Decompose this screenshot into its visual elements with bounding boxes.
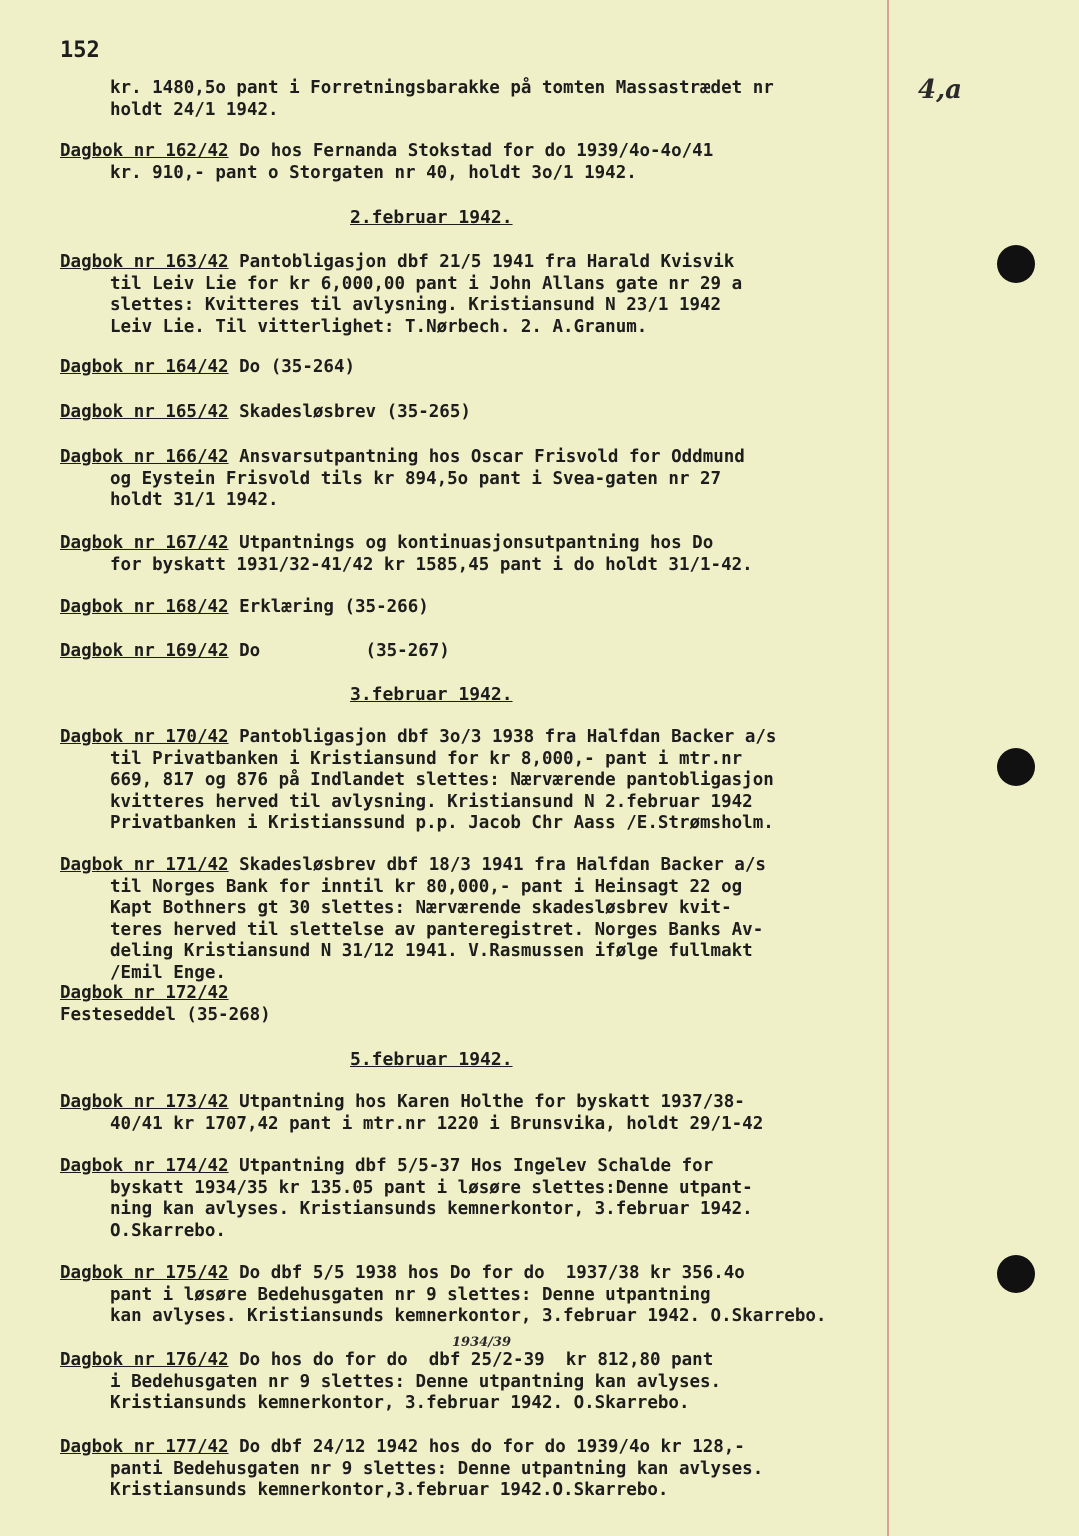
entry-line: kvitteres herved til avlysning. Kristiansund N 2.februar 1942 <box>110 791 753 812</box>
entry-line: Utpantning hos Karen Holthe for byskatt 1937/38- <box>239 1092 745 1112</box>
entry-line: ning kan avlyses. Kristiansunds kemnerkontor, 3.februar 1942. <box>110 1199 753 1219</box>
entry-line: Do (35-264) <box>239 357 356 377</box>
entry-line: O.Skarrebo. <box>110 1220 226 1241</box>
entry-ref: Dagbok nr 167/42 <box>60 533 229 553</box>
page-number: 152 <box>60 38 100 63</box>
entry-line: Festeseddel (35-268) <box>60 1004 271 1025</box>
entry-line: Utpantning dbf 5/5-37 Hos Ingelev Schalde for <box>239 1156 714 1176</box>
entry-line: 669, 817 og 876 på Indlandet slettes: Nærværende pantobligasjon <box>110 770 774 790</box>
entry-line: Skadesløsbrev (35-265) <box>239 402 471 422</box>
entry-line: Do hos Fernanda Stokstad for do 1939/4o-4o/41 <box>239 141 714 161</box>
entry-ref: Dagbok nr 163/42 <box>60 252 229 272</box>
entry-ref: Dagbok nr 177/42 <box>60 1437 229 1457</box>
entry-ref: Dagbok nr 172/42 <box>60 983 229 1003</box>
entry-line: panti Bedehusgaten nr 9 slettes: Denne utpantning kan avlyses. <box>110 1458 764 1479</box>
entry-line: deling Kristiansund N 31/12 1941. V.Rasmussen ifølge fullmakt <box>110 941 753 961</box>
entry-line: til Leiv Lie for kr 6,000,00 pant i John Allans gate nr 29 a <box>110 273 743 294</box>
handwritten-insertion: 1934/39 <box>452 1335 512 1350</box>
entry-line: Ansvarsutpantning hos Oscar Frisvold for Oddmund <box>239 447 745 467</box>
binder-hole <box>997 1255 1035 1293</box>
entry-line: og Eystein Frisvold tils kr 894,5o pant i Svea-gaten nr 27 <box>110 468 722 489</box>
entry-ref: Dagbok nr 176/42 <box>60 1350 229 1370</box>
entry-172 <box>60 983 900 1026</box>
entry-line: holdt 24/1 1942. <box>110 99 279 120</box>
entry-177 <box>60 1437 900 1502</box>
entry-ref: Dagbok nr 165/42 <box>60 402 229 422</box>
binder-hole <box>997 748 1035 786</box>
entry-line: Pantobligasjon dbf 3o/3 1938 fra Halfdan Backer a/s <box>239 727 777 747</box>
entry-line: slettes: Kvitteres til avlysning. Kristiansund N 23/1 1942 <box>110 295 722 315</box>
entry-line: i Bedehusgaten nr 9 slettes: Denne utpantning kan avlyses. <box>110 1371 722 1392</box>
entry-line: Do dbf 24/12 1942 hos do for do 1939/4o kr 128,- <box>239 1437 745 1457</box>
entry-175 <box>60 1263 900 1328</box>
entry-174 <box>60 1156 900 1242</box>
entry-166 <box>60 447 900 512</box>
entry-ref: Dagbok nr 170/42 <box>60 727 229 747</box>
date-heading: 2.februar 1942. <box>350 207 513 228</box>
entry-line: for byskatt 1931/32-41/42 kr 1585,45 pant i do holdt 31/1-42. <box>110 554 753 575</box>
entry-line: byskatt 1934/35 kr 135.05 pant i løsøre slettes:Denne utpant- <box>110 1177 753 1198</box>
entry-line: til Norges Bank for inntil kr 80,000,- pant i Heinsagt 22 og <box>110 876 743 897</box>
entry-164 <box>60 357 900 379</box>
entry-line: kan avlyses. Kristiansunds kemnerkontor, 3.februar 1942. O.Skarrebo. <box>110 1306 827 1326</box>
entry-176 <box>60 1350 900 1415</box>
entry-line: Privatbanken i Kristianssund p.p. Jacob Chr Aass /E.Strømsholm. <box>110 813 774 833</box>
entry-line: Kapt Bothners gt 30 slettes: Nærværende skadesløsbrev kvit- <box>110 898 732 918</box>
entry-169 <box>60 641 900 663</box>
entry-line: kr. 910,- pant o Storgaten nr 40, holdt 3o/1 1942. <box>110 162 637 183</box>
entry-line: pant i løsøre Bedehusgaten nr 9 slettes: Denne utpantning <box>110 1284 711 1305</box>
entry-line: Do hos do for do dbf 25/2-39 kr 812,80 pant <box>239 1350 714 1370</box>
entry-163 <box>60 252 900 338</box>
binder-hole <box>997 245 1035 283</box>
entry-continuation <box>60 78 900 121</box>
entry-ref: Dagbok nr 166/42 <box>60 447 229 467</box>
entry-167 <box>60 533 900 576</box>
entry-168 <box>60 597 900 619</box>
entry-line: Erklæring (35-266) <box>239 597 429 617</box>
entry-ref: Dagbok nr 171/42 <box>60 855 229 875</box>
entry-171 <box>60 855 900 984</box>
entry-line: Kristiansunds kemnerkontor, 3.februar 1942. O.Skarrebo. <box>110 1393 690 1413</box>
handwritten-margin-ref: 4,a <box>918 75 962 105</box>
entry-line: /Emil Enge. <box>110 962 226 983</box>
date-heading: 5.februar 1942. <box>350 1049 513 1070</box>
entry-170 <box>60 727 900 835</box>
entry-165 <box>60 402 900 424</box>
entry-line: Leiv Lie. Til vitterlighet: T.Nørbech. 2. A.Granum. <box>110 316 648 337</box>
entry-162 <box>60 141 900 184</box>
entry-ref: Dagbok nr 175/42 <box>60 1263 229 1283</box>
entry-line: Pantobligasjon dbf 21/5 1941 fra Harald Kvisvik <box>239 252 735 272</box>
entry-ref: Dagbok nr 173/42 <box>60 1092 229 1112</box>
entry-173 <box>60 1092 900 1135</box>
entry-line: teres herved til slettelse av panteregistret. Norges Banks Av- <box>110 919 764 940</box>
entry-line: Skadesløsbrev dbf 18/3 1941 fra Halfdan Backer a/s <box>239 855 766 875</box>
entry-line: kr. 1480,5o pant i Forretningsbarakke på tomten Massastrædet nr <box>110 78 774 98</box>
entry-ref: Dagbok nr 164/42 <box>60 357 229 377</box>
date-heading: 3.februar 1942. <box>350 684 513 705</box>
entry-line: Do (35-267) <box>239 641 450 661</box>
entry-line: holdt 31/1 1942. <box>110 490 279 510</box>
entry-line: til Privatbanken i Kristiansund for kr 8,000,- pant i mtr.nr <box>110 748 743 769</box>
entry-ref: Dagbok nr 162/42 <box>60 141 229 161</box>
entry-line: Kristiansunds kemnerkontor,3.februar 1942.O.Skarrebo. <box>110 1480 669 1500</box>
entry-ref: Dagbok nr 169/42 <box>60 641 229 661</box>
entry-line: Do dbf 5/5 1938 hos Do for do 1937/38 kr 356.4o <box>239 1263 745 1283</box>
entry-ref: Dagbok nr 174/42 <box>60 1156 229 1176</box>
entry-ref: Dagbok nr 168/42 <box>60 597 229 617</box>
entry-line: Utpantnings og kontinuasjonsutpantning hos Do <box>239 533 714 553</box>
entry-line: 40/41 kr 1707,42 pant i mtr.nr 1220 i Brunsvika, holdt 29/1-42 <box>110 1113 764 1134</box>
